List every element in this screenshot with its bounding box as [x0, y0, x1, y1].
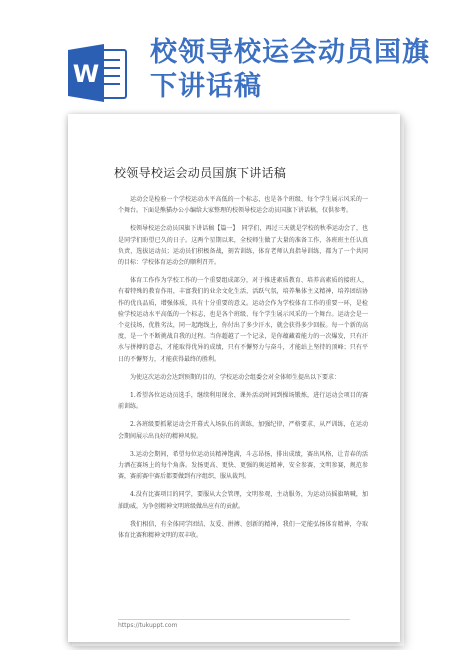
paragraph-requirement-4: 4.没有比赛项目的同学，要服从大会管理，文明参观，主动服务，为运动员摇旗呐喊，加油助威，为争创精神文明班级做出应有的贡献。 — [118, 491, 368, 510]
paragraph-closing: 我们相信，有全体同学团结、友爱、拼搏、创新的精神，我们一定能弘扬体育精神，夺取体育比赛和精神文明的双丰收。 — [118, 520, 368, 540]
word-document-icon — [64, 40, 130, 106]
paragraph-requirement-1: 1.希望各位运动员选手，继续利用课余、课外活动时间到操场锻炼，进行运动会项目的赛前训练。 — [118, 392, 368, 411]
footer-divider — [118, 619, 350, 620]
header-band — [0, 0, 474, 120]
paragraph-sports-importance: 体育工作作为学校工作的一个重要组成部分，对于推进素质教育、培养高素质的接班人，有着特殊的教育作用，丰富我们的业余文化生活，活跃气氛，培养集体主义精神，培养团结协作的优良品质，增强体质，具有十分重要的意义。运动会作为学校体育工作的重要一环，是检验学校运动水平高低的一个标志，也是各个班级、每个学生展示风采的一个舞台。运动会是一个竞技场，优胜劣汰，同一起跑线上，你付出了多少汗水，就会获得多少回报。每一个新的高度，是一个不断挑战自我的过程。当你超越了一个记录，是你蕴藏着能力的一次爆发，只有汗水与拼搏的意志，才能取得优异的成绩，只有不懈努力与奋斗，才能站上坚持的顶峰；只有平日的不懈努力，才能获得最终的胜利。 — [118, 277, 368, 363]
document-body — [118, 194, 368, 548]
word-icon-letter: W — [72, 60, 100, 88]
bottom-band — [0, 650, 474, 669]
page-headline: 校领导校运会动员国旗下讲话稿 — [150, 37, 430, 102]
document-title: 校领导校运会动员国旗下讲话稿 — [114, 166, 287, 180]
paragraph-intro: 运动会是检验一个学校运动水平高低的一个标志，也是各个班级、每个学生展示风采的一个舞台。下面是熊猫办公小编给大家整理的校领导校运会动员国旗下讲话稿，仅供参考。 — [118, 196, 368, 215]
paragraph-requirement-3: 3.运动会期间，希望每位运动员精神饱满，斗志昂扬，排出成绩，赛出风格，让青春的活力洒在赛场上的每个角落。发扬更高、更快、更强的奥运精神，安全参赛，文明参赛，规范参赛，赛前赛中赛后都要做到有序组织，服从裁判。 — [118, 450, 368, 481]
paragraph-speech-opening: 校领导校运会动员国旗下讲话稿【篇一】 同学们，再过三天就是学校的秋季运动会了，也是同学们盼望已久的日子。这两个星期以来，全校师生做了大量的准备工作，各班班主任认真负责，选拔运动员；运动员们积极备战，刻苦训练，体育老师认真指导训练，都为了一个共同的目标：学校体育运动会的顺利召开。 — [118, 225, 368, 267]
document-page — [68, 114, 400, 642]
paragraph-requirement-2: 2.各班级要抓紧运动会开幕式入场队伍的训练，加强纪律，严格要求，从严训练，在运动会期间展示出良好的精神风貌。 — [118, 421, 368, 440]
paragraph-requirements-intro: 为使这次运动会达到预期的目的，学校运动会组委会对全体师生提出以下要求： — [130, 373, 341, 381]
document-footer-url: https://tukuppt.com — [118, 622, 178, 629]
